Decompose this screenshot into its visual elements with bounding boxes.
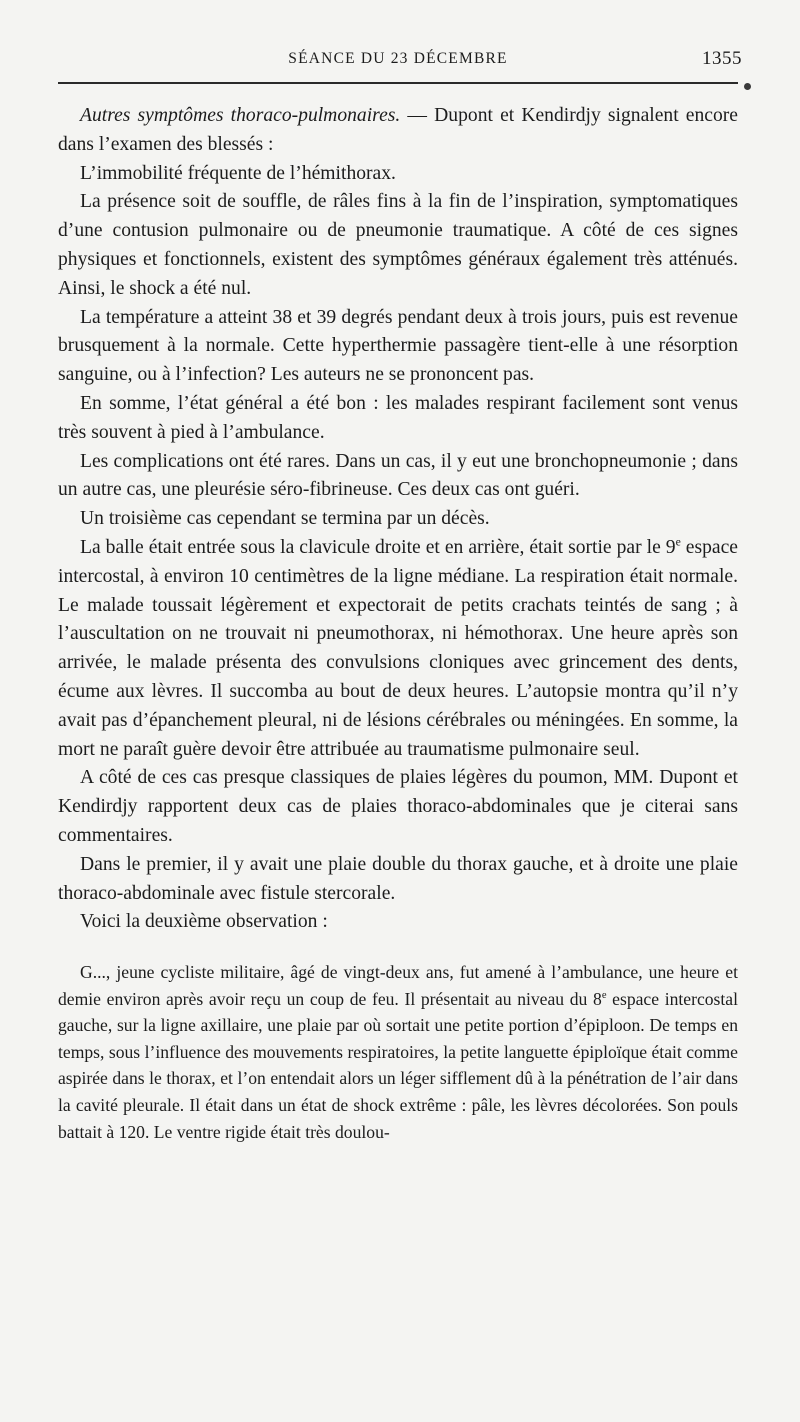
paragraph: En somme, l’état général a été bon : les malades respirant facilement sont venus très souvent à pied à l’ambulance. — [58, 392, 738, 443]
page-header — [58, 46, 742, 80]
ordinal-sup: e — [601, 989, 607, 1001]
page-number: 1355 — [702, 48, 742, 69]
main-text — [58, 102, 738, 937]
paragraph-text: — Dupont et Kendirdjy signalent encore dans l’examen des blessés : — [58, 105, 738, 155]
paragraph — [58, 959, 738, 1145]
paragraph: Voici la deuxième observation : — [80, 911, 328, 933]
paragraph-text: espace intercostal, à environ 10 centimètres de la ligne médiane. La respiration était normale. Le malade toussait légèrement et expectorait de petits crachats teintés de sang ; à l’auscultation on ne trouvait ni pneumothorax, ni hémothorax. Une heure après son arrivée, le malade présenta des convulsions cloniques avec grincement des dents, écume aux lèvres. Il succomba au bout de deux heures. L’autopsie montra qu’il n’y avait pas d’épanchement pleural, ni de lésions cérébrales ou méningées. En somme, la mort ne paraît guère devoir être attribuée au traumatisme pulmonaire seul. — [58, 536, 738, 760]
section-lead: Autres symptômes thoraco-pulmonaires. — [80, 105, 401, 126]
margin-dot — [744, 83, 751, 90]
paragraph-text: G..., jeune cycliste militaire, âgé de vingt-deux ans, fut amené à l’ambulance, une heure et demie environ après avoir reçu un coup de feu. Il présentait au niveau du 8 — [58, 962, 738, 1009]
paragraph — [58, 534, 738, 764]
paragraph — [58, 102, 738, 160]
page — [58, 46, 742, 1145]
header-rule — [58, 82, 738, 84]
paragraph: Un troisième cas cependant se termina par un décès. — [80, 508, 490, 530]
ordinal-sup: e — [675, 535, 681, 549]
running-title: SÉANCE DU 23 DÉCEMBRE — [288, 50, 508, 67]
observation-text — [58, 959, 738, 1145]
paragraph: L’immobilité fréquente de l’hémithorax. — [80, 162, 396, 184]
paragraph: La présence soit de souffle, de râles fins à la fin de l’inspiration, symptomatiques d’une contusion pulmonaire ou de pneumonie traumatique. A côté de ces signes physiques et fonctionnels, existent des symptômes généraux également très atténués. Ainsi, le shock a été nul. — [58, 191, 738, 299]
paragraph: La température a atteint 38 et 39 degrés pendant deux à trois jours, puis est revenue brusquement à la normale. Cette hyperthermie passagère tient-elle à une résorption sanguine, ou à l’infection? Les auteurs ne se prononcent pas. — [58, 306, 738, 386]
paragraph-text: espace intercostal gauche, sur la ligne axillaire, une plaie par où sortait une petite portion d’épiploon. De temps en temps, sous l’influence des mouvements respiratoires, la petite languette épiploïque était comme aspirée dans le thorax, et l’on entendait alors un léger sifflement dû à la pénétration de l’air dans la cavité pleurale. Il était dans un état de shock extrême : pâle, les lèvres décolorées. Son pouls battait à 120. Le ventre rigide était très doulou- — [58, 988, 738, 1142]
paragraph-text: La balle était entrée sous la clavicule droite et en arrière, était sortie par le 9 — [80, 536, 676, 558]
paragraph: A côté de ces cas presque classiques de plaies légères du poumon, MM. Dupont et Kendirdjy rapportent deux cas de plaies thoraco-abdominales que je citerai sans commentaires. — [58, 767, 738, 846]
paragraph: Dans le premier, il y avait une plaie double du thorax gauche, et à droite une plaie thoraco-abdominale avec fistule stercorale. — [58, 853, 738, 904]
paragraph: Les complications ont été rares. Dans un cas, il y eut une bronchopneumonie ; dans un autre cas, une pleurésie séro-fibrineuse. Ces deux cas ont guéri. — [58, 450, 738, 501]
